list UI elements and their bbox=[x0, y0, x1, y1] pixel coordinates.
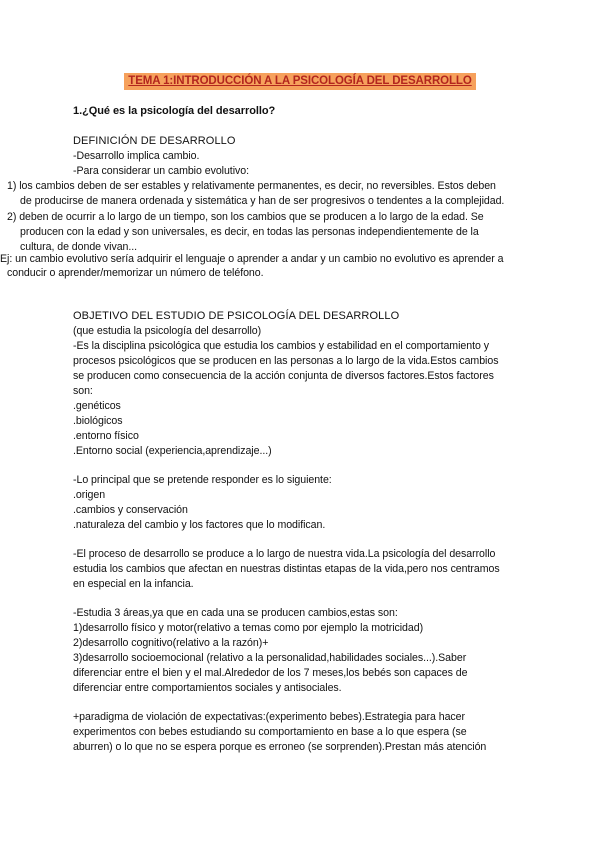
list-item: 3)desarrollo socioemocional (relativo a la personalidad,habilidades sociales...).Saber bbox=[73, 652, 467, 664]
text-line: estudia los cambios que afectan en nuestras distintas etapas de la vida,pero nos centramos bbox=[73, 563, 500, 575]
text-line: Ej: un cambio evolutivo sería adquirir el lenguaje o aprender a andar y un cambio no evolutivo es aprender a bbox=[0, 253, 504, 265]
list-item: .origen bbox=[73, 489, 106, 501]
text-line: 2) deben de ocurrir a lo largo de un tiempo, son los cambios que se producen a lo largo de la edad. Se bbox=[7, 211, 484, 223]
text-line: diferenciar entre el bien y el mal.Alrededor de los 7 meses,los bebés son capaces de bbox=[73, 667, 468, 679]
list-item: .naturaleza del cambio y los factores que lo modifican. bbox=[73, 519, 326, 531]
text-line: procesos psicológicos que se producen en las personas a lo largo de la vida.Estos cambios bbox=[73, 355, 499, 367]
text-line: producen con la edad y son universales, es decir, en todas las personas independientemente de la bbox=[20, 226, 479, 238]
list-item: 1)desarrollo físico y motor(relativo a temas como por ejemplo la motricidad) bbox=[73, 622, 424, 634]
text-line: -Es la disciplina psicológica que estudia los cambios y estabilidad en el comportamiento y bbox=[73, 340, 489, 352]
text-line: -Estudia 3 áreas,ya que en cada una se producen cambios,estas son: bbox=[73, 607, 398, 619]
question-heading: 1.¿Qué es la psicología del desarrollo? bbox=[73, 105, 276, 117]
document-title: TEMA 1:INTRODUCCIÓN A LA PSICOLOGÍA DEL DESARROLLO bbox=[124, 73, 475, 90]
list-item: .cambios y conservación bbox=[73, 504, 188, 516]
list-item: .biológicos bbox=[73, 415, 123, 427]
text-line: cultura, de donde vivan... bbox=[20, 241, 138, 253]
text-line: -Para considerar un cambio evolutivo: bbox=[73, 165, 249, 177]
text-line: (que estudia la psicología del desarrollo) bbox=[73, 325, 262, 337]
text-line: diferenciar entre comportamientos sociales y antisociales. bbox=[73, 682, 342, 694]
text-line: -El proceso de desarrollo se produce a lo largo de nuestra vida.La psicología del desarrollo bbox=[73, 548, 496, 560]
text-line: se producen como consecuencia de la acción conjunta de diversos factores.Estos factores bbox=[73, 370, 494, 382]
section-heading-definition: DEFINICIÓN DE DESARROLLO bbox=[73, 135, 236, 147]
text-line: experimentos con bebes estudiando su comportamiento en base a lo que espera (se bbox=[73, 726, 467, 738]
list-item: .Entorno social (experiencia,aprendizaje...) bbox=[73, 445, 272, 457]
text-line: conducir o aprender/memorizar un número de teléfono. bbox=[7, 267, 264, 279]
section-heading-objective: OBJETIVO DEL ESTUDIO DE PSICOLOGÍA DEL DESARROLLO bbox=[73, 310, 400, 322]
text-line: +paradigma de violación de expectativas:(experimento bebes).Estrategia para hacer bbox=[73, 711, 465, 723]
text-line: de producirse de manera ordenada y sistemática y han de ser progresivos o tendentes a la complejidad. bbox=[20, 195, 505, 207]
text-line: aburren) o lo que no se espera porque es erroneo (se sorprenden).Prestan más atención bbox=[73, 741, 487, 753]
text-line: en especial en la infancia. bbox=[73, 578, 194, 590]
text-line: -Lo principal que se pretende responder es lo siguiente: bbox=[73, 474, 332, 486]
text-line: 1) los cambios deben de ser estables y relativamente permanentes, es decir, no reversibles. Estos deben bbox=[7, 180, 496, 192]
text-line: son: bbox=[73, 385, 93, 397]
list-item: 2)desarrollo cognitivo(relativo a la razón)+ bbox=[73, 637, 269, 649]
text-line: -Desarrollo implica cambio. bbox=[73, 150, 200, 162]
list-item: .entorno físico bbox=[73, 430, 139, 442]
list-item: .genéticos bbox=[73, 400, 121, 412]
